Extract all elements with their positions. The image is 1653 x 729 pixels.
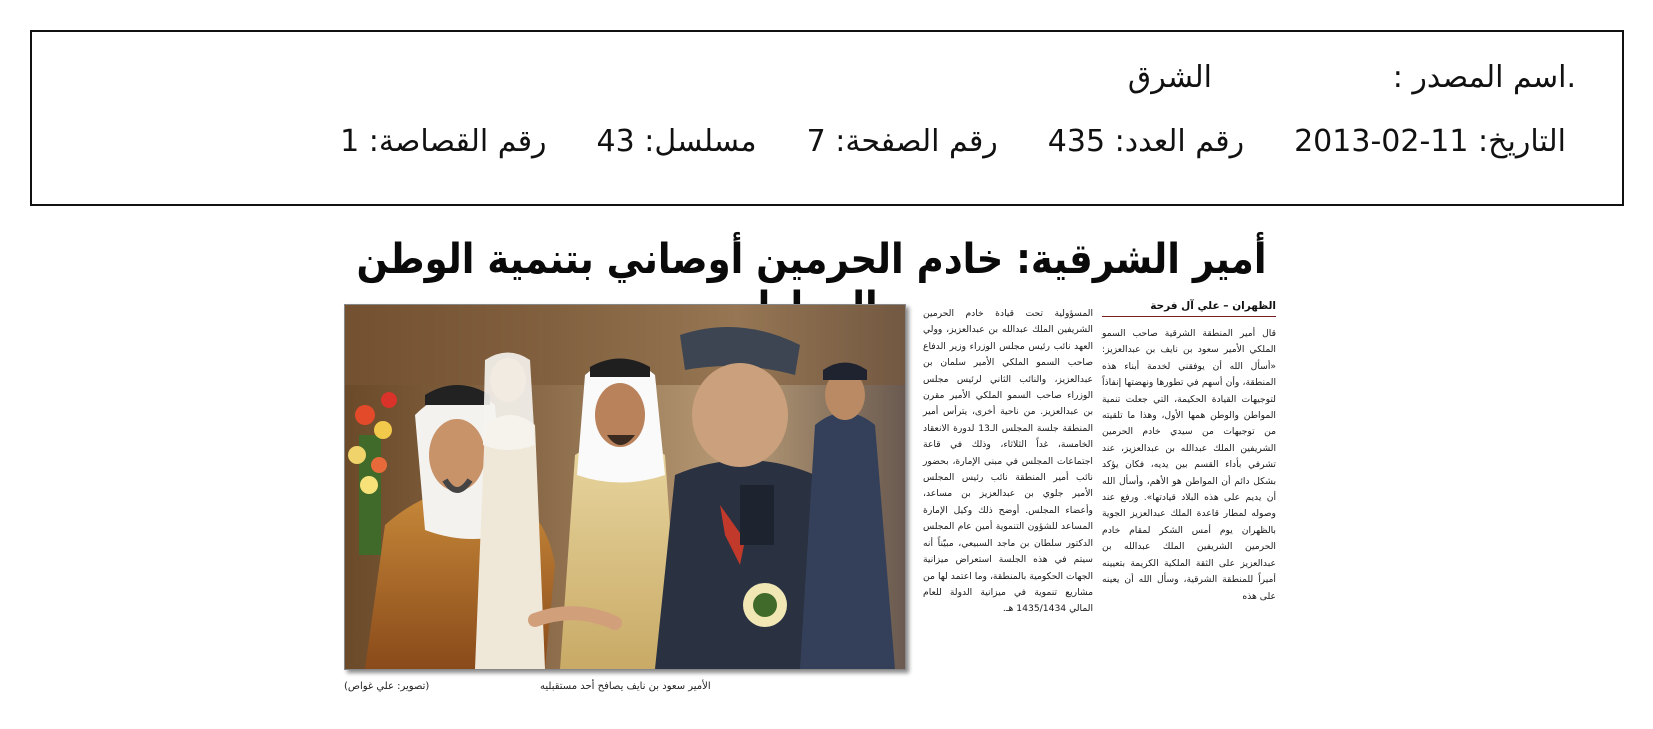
clipping-details xyxy=(340,124,1566,159)
photo-illustration xyxy=(345,305,905,669)
clip-field: رقم القصاصة: 1 xyxy=(340,124,547,159)
article-byline: الظهران – علي آل فرحة xyxy=(1102,300,1276,317)
source-info-box xyxy=(30,30,1624,206)
issue-field: رقم العدد: 435 xyxy=(1047,124,1245,159)
photo-credit: (تصوير: علي غواص) xyxy=(344,681,430,692)
article-headline: أمير الشرقية: خادم الحرمين أوصاني بتنمية الوطن xyxy=(356,234,1267,283)
page-field: رقم الصفحة: 7 xyxy=(806,124,998,159)
date-field: التاريخ: 11-02-2013 xyxy=(1294,124,1566,159)
article-column-middle xyxy=(923,306,1093,618)
source-label: .اسم المصدر : xyxy=(1392,60,1576,95)
article-text-right: قال أمير المنطقة الشرقية صاحب السمو الملكي الأمير سعود بن نايف بن عبدالعزيز: «أسأل الله أن يوفقني لخدمة أبناء هذه المنطقة، وأن أسهم في تطورها ونهضتها إنفاذاً لتوجيهات القيادة الحكيمة، التي جعلت تنمية المواطن والوطن همها الأول، وهذا ما تلقيته من توجيهات من سيدي خادم الحرمين الشريفين الملك عبدالله بن عبدالعزيز، عند تشرفي بأداء القسم بين يديه، فكان يؤكد بشكل دائم أن المواطن هو الأهم، وأسأل الله أن يديم على هذه البلاد قيادتها». ورفع عند وصوله لمطار قاعدة الملك عبدالعزيز الجوية بالظهران يوم أمس الشكر لمقام خادم الحرمين الشريفين الملك عبدالله بن عبدالعزيز على الثقة الملكية الكريمة بتعيينه أميراً للمنطقة الشرقية، وسأل الله أن يعينه على هذه xyxy=(1102,328,1276,602)
photo-caption: الأمير سعود بن نايف يصافح أحد مستقبليه xyxy=(540,681,711,692)
article-column-right xyxy=(1102,326,1276,605)
article-photo xyxy=(344,304,906,670)
article-text-middle: المسؤولية تحت قيادة خادم الحرمين الشريفين الملك عبدالله بن عبدالعزيز، وولي العهد نائب رئيس مجلس الوزراء وزير الدفاع صاحب السمو الملكي الأمير سلمان بن عبدالعزيز، والنائب الثاني لرئيس مجلس الوزراء صاحب السمو الملكي الأمير مقرن بن عبدالعزيز. من ناحية أخرى، يترأس أمير المنطقة جلسة المجلس الـ13 لدورة الانعقاد الخامسة، غداً الثلاثاء، وذلك في قاعة اجتماعات المجلس في مبنى الإمارة، بحضور نائب أمير المنطقة نائب رئيس المجلس الأمير جلوي بن عبدالعزيز بن مساعد، وأعضاء المجلس. أوضح ذلك وكيل الإمارة المساعد للشؤون التنموية أمين عام المجلس الدكتور سلطان بن ماجد السبيعي، مبيّناً أنه سيتم في هذه الجلسة استعراض ميزانية الجهات الحكومية بالمنطقة، وما اعتمد لها من مشاريع تنموية في ميزانية الدولة للعام المالي 1435/1434 هـ. xyxy=(923,308,1093,615)
serial-field: مسلسل: 43 xyxy=(596,124,757,159)
source-value: الشرق xyxy=(1127,60,1212,95)
